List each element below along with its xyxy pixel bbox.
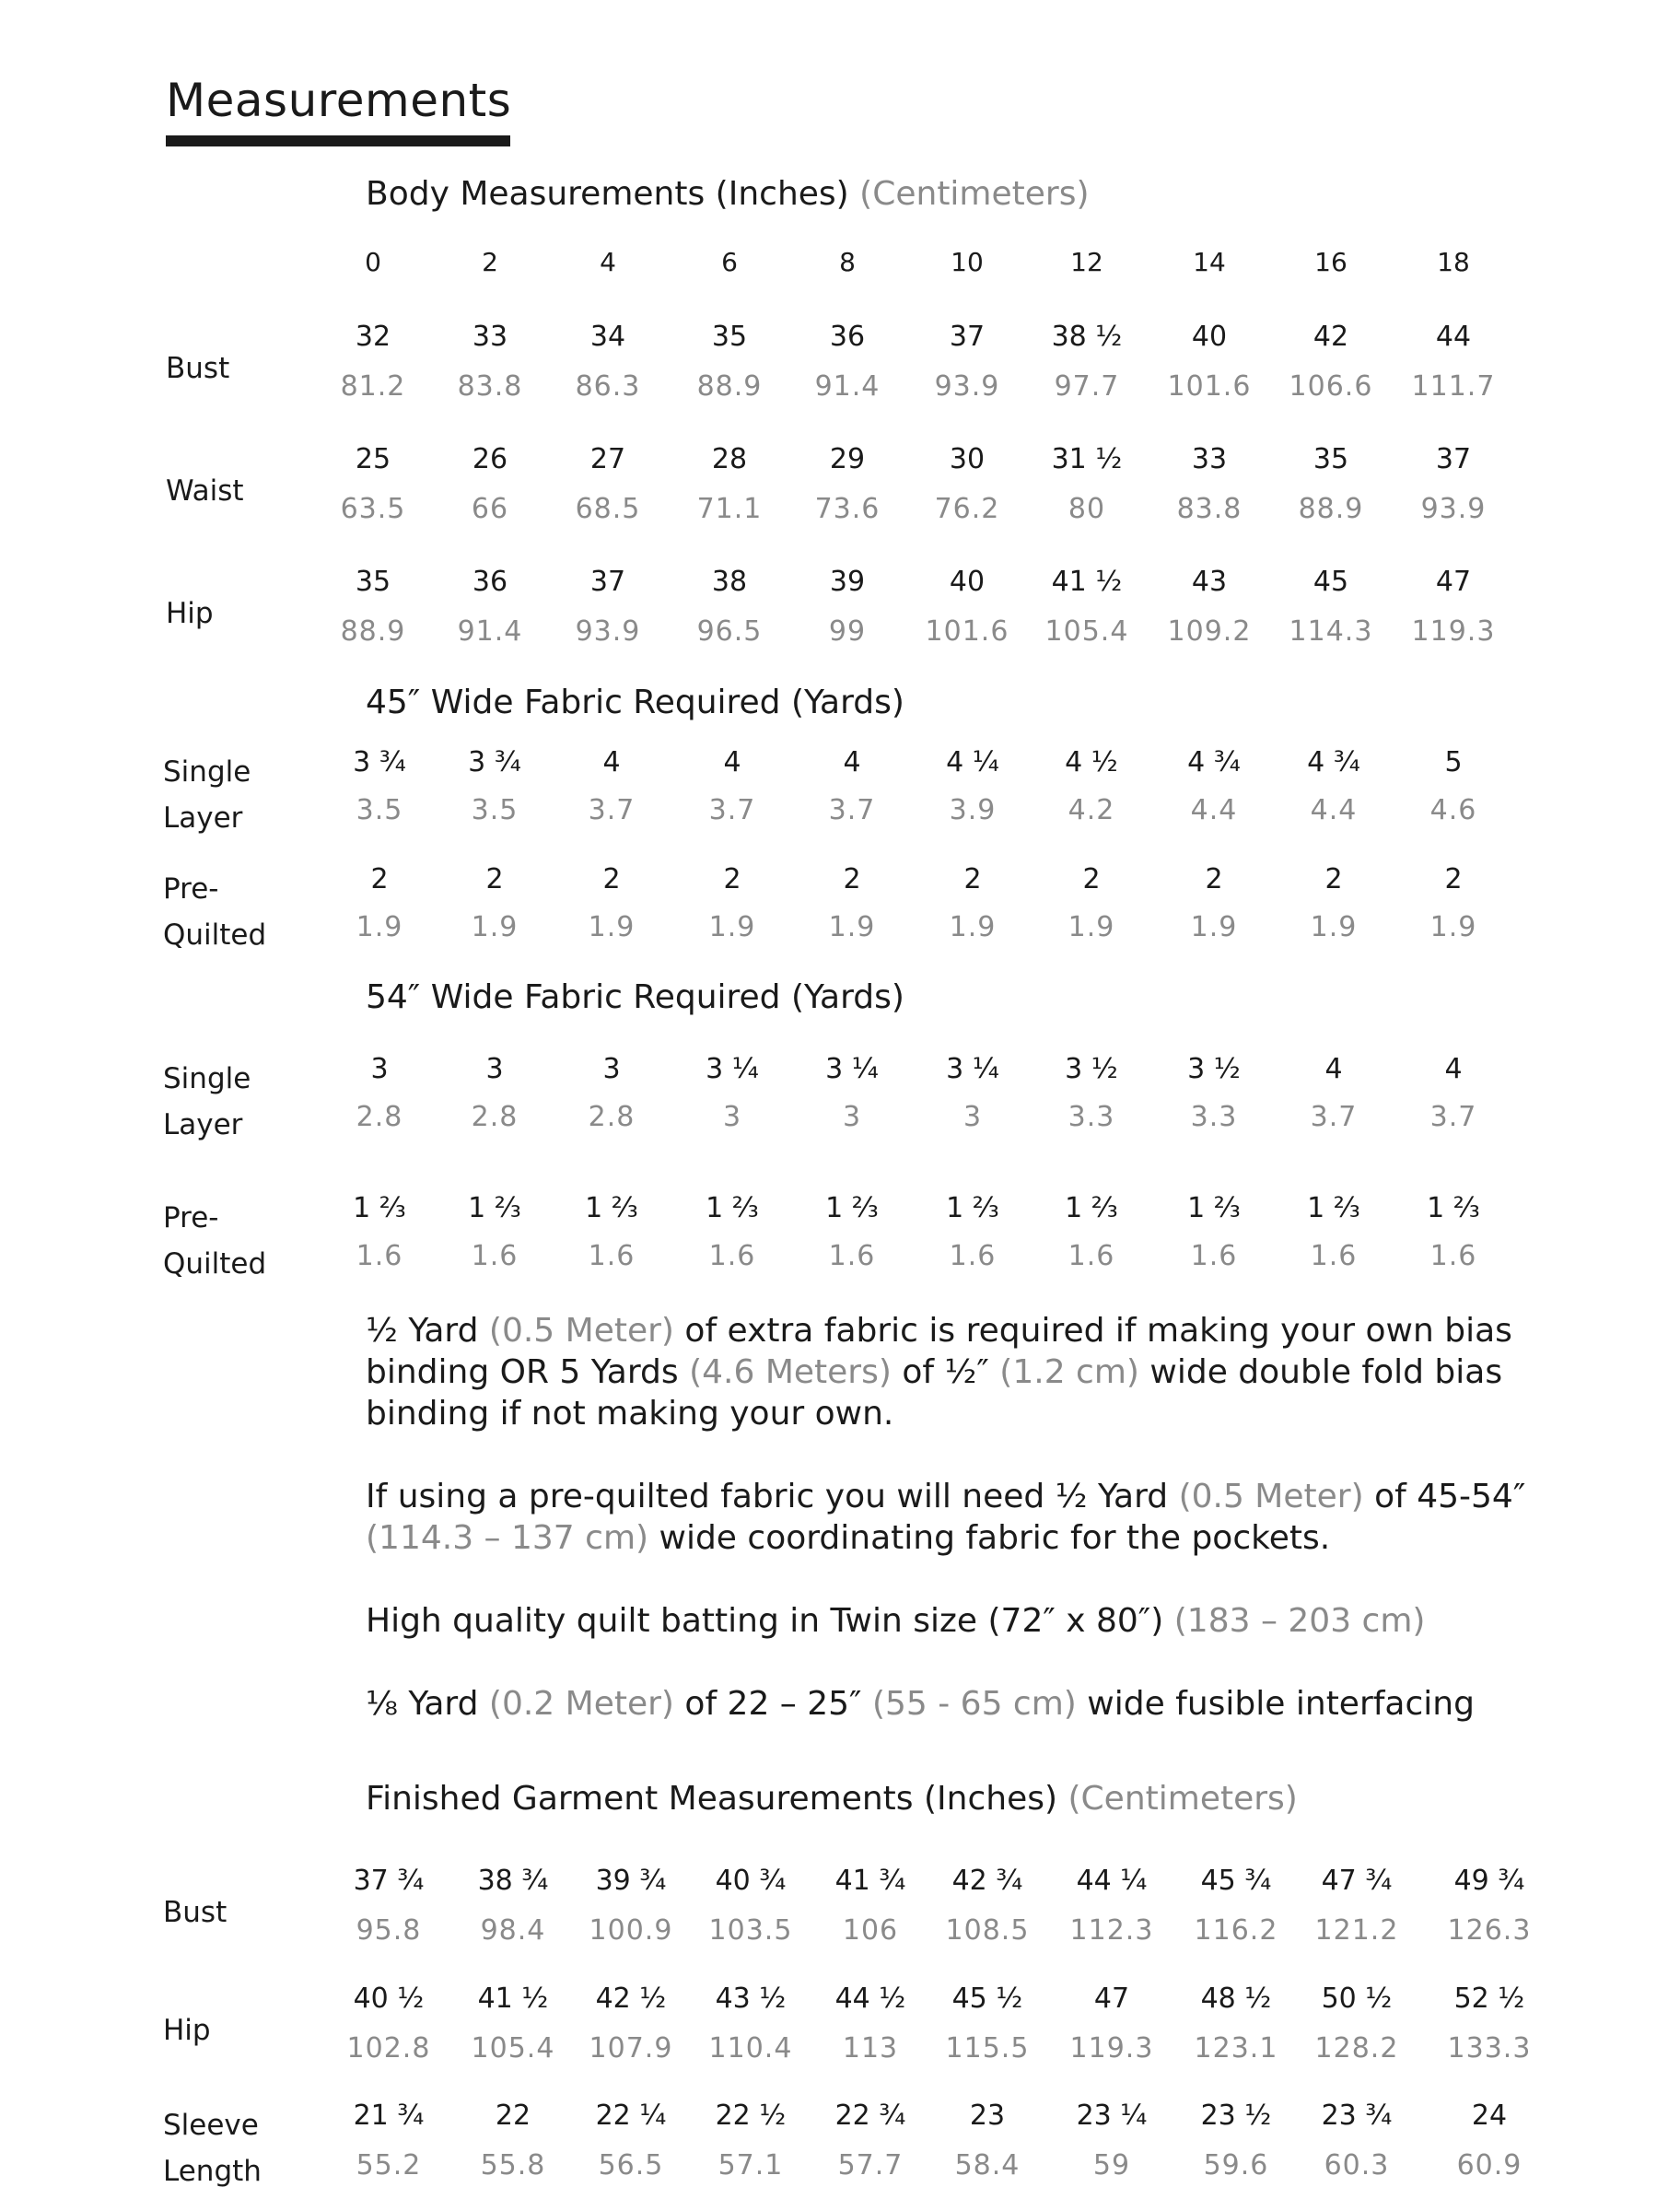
row-label: Pre- [163, 872, 219, 906]
value-yards: 3 [485, 1053, 504, 1085]
note-metric: (4.6 Meters) [689, 1353, 892, 1391]
value-inches: 41 ½ [1051, 566, 1123, 598]
value-cm: 99 [828, 615, 867, 648]
note-metric: (0.5 Meter) [1178, 1478, 1364, 1515]
value-meters: 4.6 [1429, 794, 1477, 826]
row-label: Quilted [163, 1247, 267, 1281]
value-meters: 1.6 [949, 1240, 997, 1272]
value-inches: 40 ¾ [715, 1865, 787, 1897]
value-meters: 1.9 [356, 911, 403, 943]
value-meters: 1.9 [1068, 911, 1115, 943]
note-metric: (183 – 203 cm) [1173, 1602, 1426, 1640]
value-meters: 3.3 [1190, 1101, 1238, 1133]
value-cm: 60.3 [1324, 2149, 1390, 2181]
row-label: Layer [163, 1108, 243, 1141]
value-meters: 3.5 [356, 794, 403, 826]
page-title: Measurements [166, 74, 512, 127]
value-inches: 43 [1191, 566, 1228, 598]
value-cm: 112.3 [1069, 1914, 1154, 1947]
value-meters: 3.5 [471, 794, 519, 826]
value-inches: 47 [1093, 1983, 1130, 2015]
value-meters: 1.9 [1190, 911, 1238, 943]
row-label: Hip [163, 2014, 211, 2047]
note-metric: (114.3 – 137 cm) [366, 1519, 649, 1557]
value-cm: 102.8 [346, 2032, 431, 2064]
value-yards: 5 [1444, 746, 1463, 778]
value-cm: 105.4 [471, 2032, 555, 2064]
value-inches: 40 [1191, 321, 1228, 353]
value-cm: 68.5 [575, 493, 641, 525]
size-label: 6 [721, 247, 738, 277]
value-yards: 2 [1205, 863, 1223, 895]
size-label: 0 [365, 247, 381, 277]
value-cm: 57.1 [718, 2149, 784, 2181]
value-inches: 42 [1312, 321, 1349, 353]
value-inches: 47 ¾ [1321, 1865, 1393, 1897]
value-inches: 32 [355, 321, 391, 353]
value-inches: 35 [1312, 443, 1349, 475]
value-meters: 3 [722, 1101, 742, 1133]
value-inches: 40 [949, 566, 986, 598]
row-label: Single [163, 755, 251, 789]
value-yards: 3 [370, 1053, 389, 1085]
note-text: of 22 – 25″ [673, 1685, 872, 1723]
value-yards: 3 ¾ [353, 746, 406, 778]
value-inches: 31 ½ [1051, 443, 1123, 475]
fabric-45-heading: 45″ Wide Fabric Required (Yards) [366, 684, 904, 721]
value-meters: 3.3 [1068, 1101, 1115, 1133]
fabric-54-heading: 54″ Wide Fabric Required (Yards) [366, 978, 904, 1016]
note-text: ⅛ Yard [366, 1685, 489, 1723]
value-yards: 3 ½ [1187, 1053, 1241, 1085]
value-meters: 3.7 [708, 794, 756, 826]
note-batting [366, 1600, 1591, 1642]
value-meters: 1.6 [828, 1240, 876, 1272]
value-cm: 91.4 [457, 615, 523, 648]
value-yards: 2 [370, 863, 389, 895]
value-cm: 121.2 [1314, 1914, 1399, 1947]
value-cm: 73.6 [814, 493, 881, 525]
title-underline [166, 135, 510, 146]
value-yards: 4 ¾ [1307, 746, 1360, 778]
value-yards: 4 [843, 746, 861, 778]
value-inches: 41 ¾ [834, 1865, 906, 1897]
value-cm: 88.9 [1298, 493, 1364, 525]
value-inches: 35 [355, 566, 391, 598]
value-meters: 3.7 [588, 794, 636, 826]
value-cm: 63.5 [340, 493, 406, 525]
value-inches: 37 [589, 566, 626, 598]
value-cm: 105.4 [1044, 615, 1129, 648]
note-interfacing [366, 1683, 1591, 1725]
value-cm: 56.5 [598, 2149, 664, 2181]
value-meters: 1.6 [1429, 1240, 1477, 1272]
value-cm: 100.9 [589, 1914, 673, 1947]
value-yards: 4 ½ [1065, 746, 1118, 778]
value-yards: 3 ¼ [825, 1053, 879, 1085]
value-inches: 42 ½ [595, 1983, 667, 2015]
value-yards: 3 ¾ [468, 746, 521, 778]
value-cm: 126.3 [1447, 1914, 1532, 1947]
value-inches: 24 [1471, 2100, 1508, 2132]
value-inches: 34 [589, 321, 626, 353]
value-meters: 2.8 [588, 1101, 636, 1133]
value-cm: 60.9 [1456, 2149, 1522, 2181]
note-metric: (0.5 Meter) [488, 1312, 674, 1350]
value-inches: 36 [829, 321, 866, 353]
value-meters: 1.6 [1190, 1240, 1238, 1272]
value-cm: 98.4 [480, 1914, 546, 1947]
value-meters: 3 [842, 1101, 862, 1133]
value-yards: 1 ⅔ [1187, 1192, 1241, 1224]
heading-grey-text: (Centimeters) [859, 175, 1090, 213]
value-meters: 1.9 [471, 911, 519, 943]
value-inches: 29 [829, 443, 866, 475]
value-yards: 2 [723, 863, 741, 895]
row-label: Length [163, 2155, 262, 2188]
value-cm: 55.8 [480, 2149, 546, 2181]
note-bias-binding [366, 1310, 1591, 1434]
value-cm: 83.8 [1176, 493, 1242, 525]
value-inches: 33 [1191, 443, 1228, 475]
value-yards: 4 [602, 746, 621, 778]
value-meters: 1.9 [1310, 911, 1358, 943]
value-cm: 107.9 [589, 2032, 673, 2064]
value-cm: 93.9 [575, 615, 641, 648]
value-inches: 38 ¾ [477, 1865, 549, 1897]
row-label: Hip [166, 597, 214, 630]
note-text: If using a pre-quilted fabric you will need ½ Yard [366, 1478, 1179, 1515]
value-cm: 133.3 [1447, 2032, 1532, 2064]
value-meters: 3.9 [949, 794, 997, 826]
value-yards: 3 [602, 1053, 621, 1085]
value-yards: 1 ⅔ [706, 1192, 759, 1224]
size-label: 16 [1314, 247, 1348, 277]
value-meters: 1.9 [588, 911, 636, 943]
value-meters: 1.6 [708, 1240, 756, 1272]
value-cm: 93.9 [934, 370, 1000, 403]
value-cm: 106 [842, 1914, 899, 1947]
value-yards: 1 ⅔ [353, 1192, 406, 1224]
value-cm: 71.1 [696, 493, 763, 525]
value-cm: 58.4 [954, 2149, 1021, 2181]
value-meters: 1.6 [1310, 1240, 1358, 1272]
value-cm: 57.7 [837, 2149, 904, 2181]
value-yards: 4 ¾ [1187, 746, 1241, 778]
value-cm: 119.3 [1411, 615, 1496, 648]
value-yards: 2 [843, 863, 861, 895]
value-inches: 43 ½ [715, 1983, 787, 2015]
heading-grey-text: (Centimeters) [1068, 1780, 1298, 1818]
value-inches: 44 [1435, 321, 1472, 353]
value-inches: 40 ½ [353, 1983, 425, 2015]
value-cm: 66 [471, 493, 509, 525]
value-inches: 48 ½ [1200, 1983, 1272, 2015]
value-inches: 21 ¾ [353, 2100, 425, 2132]
value-yards: 2 [963, 863, 982, 895]
heading-text: Body Measurements (Inches) [366, 175, 849, 213]
note-text: of ½″ [891, 1353, 1000, 1391]
value-inches: 50 ½ [1321, 1983, 1393, 2015]
value-meters: 4.2 [1068, 794, 1115, 826]
value-inches: 26 [472, 443, 508, 475]
value-inches: 23 ¾ [1321, 2100, 1393, 2132]
value-inches: 37 ¾ [353, 1865, 425, 1897]
value-meters: 3 [962, 1101, 983, 1133]
value-meters: 2.8 [356, 1101, 403, 1133]
value-yards: 2 [1324, 863, 1343, 895]
value-cm: 83.8 [457, 370, 523, 403]
value-cm: 91.4 [814, 370, 881, 403]
value-inches: 42 ¾ [951, 1865, 1023, 1897]
value-inches: 37 [949, 321, 986, 353]
value-inches: 45 ½ [951, 1983, 1023, 2015]
value-meters: 1.6 [356, 1240, 403, 1272]
value-cm: 93.9 [1420, 493, 1487, 525]
size-label: 2 [482, 247, 498, 277]
value-cm: 109.2 [1167, 615, 1252, 648]
value-meters: 2.8 [471, 1101, 519, 1133]
value-yards: 2 [1444, 863, 1463, 895]
note-text: wide double fold bias binding if not making your own. [366, 1353, 1503, 1433]
note-text: wide fusible interfacing [1076, 1685, 1475, 1723]
value-inches: 22 ¾ [834, 2100, 906, 2132]
value-cm: 86.3 [575, 370, 641, 403]
value-cm: 113 [842, 2032, 899, 2064]
value-meters: 3.7 [1310, 1101, 1358, 1133]
value-cm: 76.2 [934, 493, 1000, 525]
value-yards: 3 ½ [1065, 1053, 1118, 1085]
value-inches: 38 [711, 566, 748, 598]
value-cm: 95.8 [356, 1914, 422, 1947]
size-label: 8 [839, 247, 856, 277]
value-inches: 44 ¼ [1076, 1865, 1148, 1897]
heading-text: Finished Garment Measurements (Inches) [366, 1780, 1058, 1818]
value-yards: 1 ⅔ [468, 1192, 521, 1224]
value-inches: 36 [472, 566, 508, 598]
value-meters: 3.7 [1429, 1101, 1477, 1133]
value-meters: 1.6 [471, 1240, 519, 1272]
value-inches: 38 ½ [1051, 321, 1123, 353]
finished-measurements-heading [366, 1780, 1298, 1818]
value-yards: 4 ¼ [946, 746, 999, 778]
note-metric: (0.2 Meter) [488, 1685, 674, 1723]
value-inches: 33 [472, 321, 508, 353]
value-inches: 23 [969, 2100, 1006, 2132]
value-cm: 119.3 [1069, 2032, 1154, 2064]
value-meters: 1.6 [1068, 1240, 1115, 1272]
note-text: High quality quilt batting in Twin size (72″ x 80″) [366, 1602, 1174, 1640]
value-meters: 1.9 [828, 911, 876, 943]
value-meters: 1.9 [949, 911, 997, 943]
value-inches: 41 ½ [477, 1983, 549, 2015]
value-cm: 59.6 [1203, 2149, 1269, 2181]
row-label: Pre- [163, 1201, 219, 1234]
value-cm: 111.7 [1411, 370, 1496, 403]
value-inches: 39 ¾ [595, 1865, 667, 1897]
value-inches: 49 ¾ [1453, 1865, 1525, 1897]
note-text: of extra fabric is required if making your own bias binding OR 5 Yards [366, 1312, 1512, 1391]
value-inches: 52 ½ [1453, 1983, 1525, 2015]
value-inches: 45 ¾ [1200, 1865, 1272, 1897]
value-inches: 23 ½ [1200, 2100, 1272, 2132]
value-inches: 22 [495, 2100, 531, 2132]
value-cm: 103.5 [708, 1914, 793, 1947]
size-label: 12 [1070, 247, 1103, 277]
row-label: Sleeve [163, 2109, 259, 2142]
value-cm: 123.1 [1194, 2032, 1278, 2064]
body-measurements-heading [366, 175, 1090, 213]
value-cm: 114.3 [1289, 615, 1373, 648]
value-yards: 3 ¼ [946, 1053, 999, 1085]
size-label: 14 [1193, 247, 1226, 277]
row-label: Waist [166, 474, 244, 508]
size-label: 4 [600, 247, 616, 277]
value-cm: 108.5 [945, 1914, 1030, 1947]
note-text: wide coordinating fabric for the pockets. [648, 1519, 1331, 1557]
value-meters: 1.9 [1429, 911, 1477, 943]
row-label: Bust [163, 1896, 228, 1929]
value-inches: 27 [589, 443, 626, 475]
value-cm: 97.7 [1054, 370, 1120, 403]
value-meters: 1.9 [708, 911, 756, 943]
value-yards: 4 [1444, 1053, 1463, 1085]
value-cm: 101.6 [925, 615, 1009, 648]
note-text: of 45-54″ [1363, 1478, 1526, 1515]
value-cm: 81.2 [340, 370, 406, 403]
value-inches: 25 [355, 443, 391, 475]
value-inches: 28 [711, 443, 748, 475]
note-text: ½ Yard [366, 1312, 489, 1350]
value-cm: 88.9 [340, 615, 406, 648]
note-metric: (55 - 65 cm) [871, 1685, 1077, 1723]
value-inches: 23 ¼ [1076, 2100, 1148, 2132]
row-label: Quilted [163, 918, 267, 952]
value-inches: 45 [1312, 566, 1349, 598]
value-cm: 128.2 [1314, 2032, 1399, 2064]
value-yards: 4 [1324, 1053, 1343, 1085]
value-meters: 4.4 [1310, 794, 1358, 826]
value-yards: 1 ⅔ [1427, 1192, 1480, 1224]
row-label: Bust [166, 352, 230, 385]
value-inches: 37 [1435, 443, 1472, 475]
value-cm: 96.5 [696, 615, 763, 648]
value-cm: 116.2 [1194, 1914, 1278, 1947]
value-cm: 110.4 [708, 2032, 793, 2064]
value-cm: 101.6 [1167, 370, 1252, 403]
value-meters: 4.4 [1190, 794, 1238, 826]
value-yards: 1 ⅔ [946, 1192, 999, 1224]
value-cm: 115.5 [945, 2032, 1030, 2064]
value-inches: 44 ½ [834, 1983, 906, 2015]
value-cm: 59 [1092, 2149, 1131, 2181]
value-meters: 1.6 [588, 1240, 636, 1272]
value-yards: 2 [485, 863, 504, 895]
note-metric: (1.2 cm) [999, 1353, 1139, 1391]
value-yards: 3 ¼ [706, 1053, 759, 1085]
value-cm: 88.9 [696, 370, 763, 403]
value-yards: 4 [723, 746, 741, 778]
value-cm: 106.6 [1289, 370, 1373, 403]
value-inches: 22 ½ [715, 2100, 787, 2132]
value-yards: 1 ⅔ [1307, 1192, 1360, 1224]
value-yards: 1 ⅔ [1065, 1192, 1118, 1224]
value-meters: 3.7 [828, 794, 876, 826]
value-yards: 2 [1082, 863, 1101, 895]
value-yards: 1 ⅔ [585, 1192, 638, 1224]
value-cm: 80 [1068, 493, 1106, 525]
row-label: Single [163, 1062, 251, 1095]
size-label: 10 [951, 247, 984, 277]
value-inches: 22 ¼ [595, 2100, 667, 2132]
value-inches: 30 [949, 443, 986, 475]
value-yards: 2 [602, 863, 621, 895]
note-pre-quilted [366, 1476, 1591, 1559]
value-inches: 39 [829, 566, 866, 598]
value-inches: 35 [711, 321, 748, 353]
value-cm: 55.2 [356, 2149, 422, 2181]
size-label: 18 [1437, 247, 1470, 277]
value-yards: 1 ⅔ [825, 1192, 879, 1224]
row-label: Layer [163, 801, 243, 835]
value-inches: 47 [1435, 566, 1472, 598]
